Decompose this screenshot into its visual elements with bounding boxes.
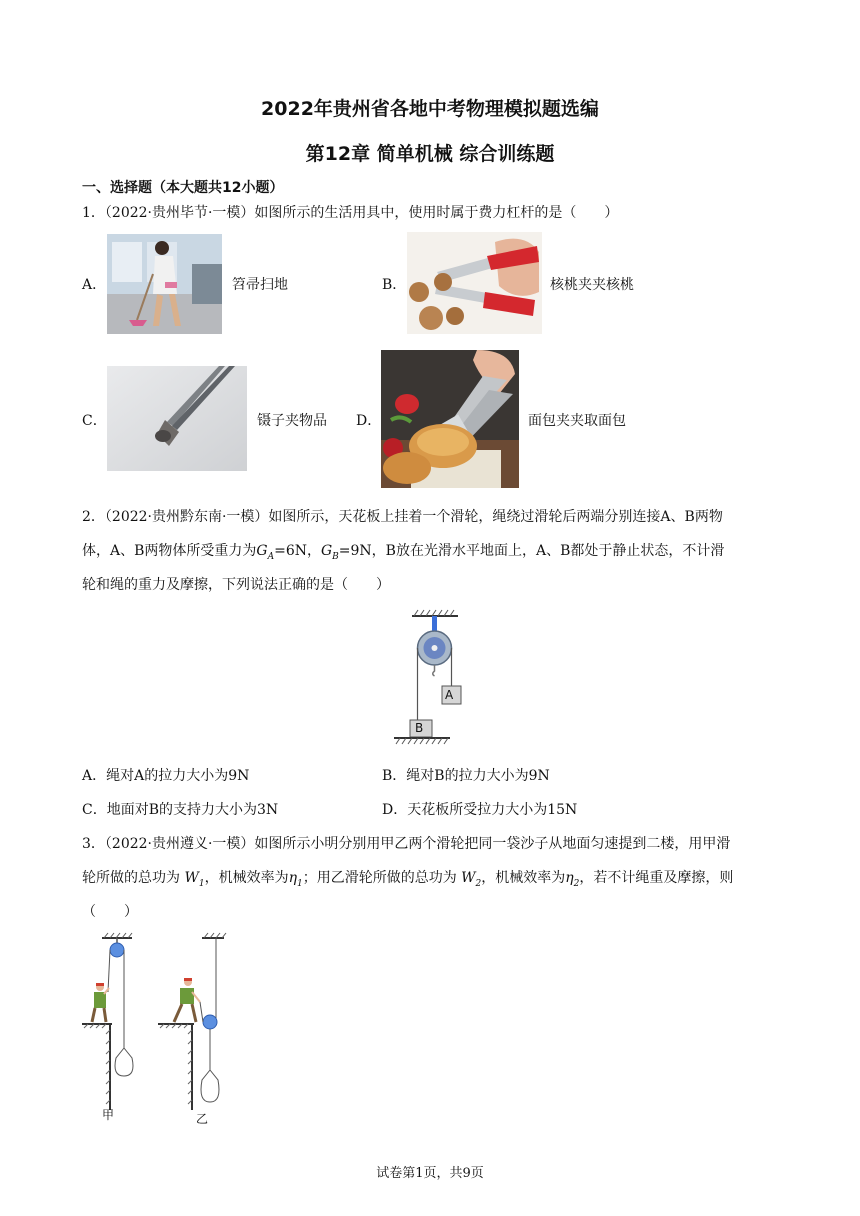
q1-option-d-letter: D．: [356, 413, 382, 429]
q1-option-b-letter: B．: [382, 277, 407, 293]
q2-stem-line2: [82, 542, 724, 566]
q2-label-b: B: [415, 721, 424, 735]
q1-option-c-letter: C．: [82, 413, 107, 429]
q1-option-a-caption: 笤帚扫地: [232, 277, 288, 293]
q1-option-a-image: [107, 234, 222, 334]
section-heading: 一、选择题（本大题共12小题）: [82, 180, 284, 196]
q1-option-c-caption: 镊子夹物品: [257, 413, 327, 429]
q1-option-b-image: [407, 232, 542, 334]
q2-option-d: D．天花板所受拉力大小为15N: [382, 802, 578, 818]
q1-option-a-letter: A．: [82, 277, 107, 293]
q3-eta2-subscript: 2: [573, 878, 580, 889]
q2-label-a: A: [445, 688, 454, 702]
q3-label-yi: 乙: [196, 1112, 209, 1126]
q3-stem-line1: 3．（2022·贵州遵义·一模）如图所示小明分别用甲乙两个滑轮把同一袋沙子从地面匀速提到二楼，用甲滑: [82, 836, 731, 852]
q3-pulley-figure: [82, 930, 252, 1130]
q3-line2-prefix: 轮所做的总功为: [82, 870, 185, 886]
q3-w2-symbol: W: [461, 870, 476, 886]
q1-stem: 1．（2022·贵州毕节·一模）如图所示的生活用具中，使用时属于费力杠杆的是（ ）: [82, 205, 619, 221]
page-title: 2022年贵州省各地中考物理模拟题选编: [261, 98, 599, 120]
q2-line2-prefix: 体，A、B两物体所受重力为: [82, 543, 257, 559]
q1-option-c-image: [107, 366, 247, 471]
q2-ga-subscript: A: [267, 551, 275, 562]
q3-stem-line3: （ ）: [82, 904, 138, 920]
page-subtitle: 第12章 简单机械 综合训练题: [305, 143, 555, 165]
q2-gb-symbol: G: [320, 543, 333, 559]
q3-w1-subscript: 1: [198, 878, 205, 889]
q3-label-jia: 甲: [102, 1108, 115, 1122]
q3-eta1-subscript: 1: [296, 878, 303, 889]
q3-eta2-symbol: η: [565, 870, 574, 886]
q2-gb-value: =9N，B放在光滑水平地面上，A、B都处于静止状态，不计滑: [338, 543, 725, 559]
q2-option-c: C．地面对B的支持力大小为3N: [82, 802, 279, 818]
q2-option-b: B．绳对B的拉力大小为9N: [382, 768, 550, 784]
q2-option-a: A．绳对A的拉力大小为9N: [82, 768, 250, 784]
q2-stem-line3: 轮和绳的重力及摩擦，下列说法正确的是（ ）: [82, 577, 390, 593]
page-footer: 试卷第1页，共9页: [376, 1166, 484, 1181]
q3-eta1-symbol: η: [288, 870, 297, 886]
q1-option-d-image: [381, 350, 519, 488]
q3-line2-mid3: ，机械效率为: [481, 870, 566, 886]
q3-line2-mid2: ；用乙滑轮所做的总功为: [302, 870, 462, 886]
q1-option-b-caption: 核桃夹夹核桃: [550, 277, 634, 293]
q3-stem-line2: [82, 869, 733, 893]
q3-w2-subscript: 2: [475, 878, 482, 889]
q2-gb-subscript: B: [332, 551, 339, 562]
q2-pulley-figure: [390, 608, 480, 748]
q2-ga-value: =6N，: [274, 543, 321, 559]
q3-w1-symbol: W: [184, 870, 199, 886]
q3-line2-end: ，若不计绳重及摩擦，则: [579, 870, 734, 886]
q3-line2-mid1: ，机械效率为: [204, 870, 289, 886]
q1-option-d-caption: 面包夹夹取面包: [528, 413, 626, 429]
q2-ga-symbol: G: [256, 543, 268, 559]
q2-stem-line1: 2．（2022·贵州黔东南·一模）如图所示，天花板上挂着一个滑轮，绳绕过滑轮后两端分别连接A、B两物: [82, 509, 723, 525]
